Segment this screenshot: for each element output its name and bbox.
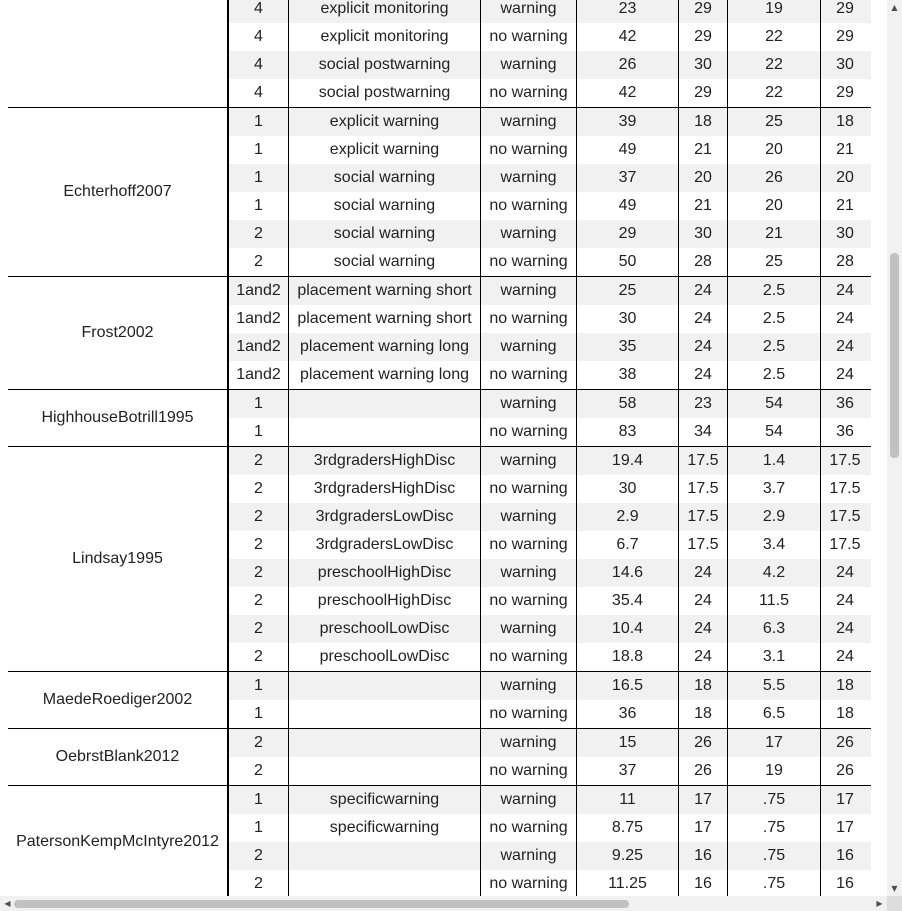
mean-cell: 36 xyxy=(576,700,678,728)
mean-cell: 6.7 xyxy=(576,531,678,559)
n-cell: 21 xyxy=(678,136,727,164)
n-cell: 30 xyxy=(678,220,727,248)
n2-cell: 24 xyxy=(820,615,869,643)
n2-cell: 24 xyxy=(820,333,869,361)
n2-cell: 26 xyxy=(820,757,869,785)
n-cell: 29 xyxy=(678,23,727,51)
n-cell: 16 xyxy=(678,870,727,896)
n2-cell: 17 xyxy=(820,786,869,814)
n2-cell: 24 xyxy=(820,587,869,615)
table-row xyxy=(229,672,871,700)
study-group xyxy=(8,786,871,896)
n-cell: 24 xyxy=(678,361,727,389)
warning-cell: no warning xyxy=(480,418,576,446)
n-cell: 18 xyxy=(678,108,727,136)
n-cell: 17 xyxy=(678,814,727,842)
sd-cell: .75 xyxy=(727,814,820,842)
table-row xyxy=(229,531,871,559)
sd-cell: 25 xyxy=(727,108,820,136)
n2-cell: 24 xyxy=(820,361,869,389)
study-name: Frost2002 xyxy=(8,277,227,389)
table-row xyxy=(229,361,871,389)
sd-cell: 19 xyxy=(727,757,820,785)
sd-cell: 54 xyxy=(727,418,820,446)
sd-cell: .75 xyxy=(727,870,820,896)
n-cell: 18 xyxy=(678,672,727,700)
warning-cell: no warning xyxy=(480,757,576,785)
n-cell: 23 xyxy=(678,390,727,418)
study-group xyxy=(8,672,871,729)
sd-cell: 6.3 xyxy=(727,615,820,643)
sd-cell: 22 xyxy=(727,23,820,51)
scroll-left-icon[interactable]: ◀ xyxy=(4,899,11,908)
warning-cell: no warning xyxy=(480,305,576,333)
n-cell: 18 xyxy=(678,700,727,728)
sd-cell: 3.4 xyxy=(727,531,820,559)
warning-cell: warning xyxy=(480,615,576,643)
scroll-up-icon[interactable]: ▲ xyxy=(891,3,898,12)
warning-cell: warning xyxy=(480,447,576,475)
condition-cell: 3rdgradersLowDisc xyxy=(288,503,480,531)
mean-cell: 16.5 xyxy=(576,672,678,700)
condition-cell: explicit monitoring xyxy=(288,23,480,51)
n2-cell: 18 xyxy=(820,700,869,728)
mean-cell: 37 xyxy=(576,757,678,785)
study-name: Lindsay1995 xyxy=(8,447,227,671)
n2-cell: 17 xyxy=(820,814,869,842)
mean-cell: 49 xyxy=(576,136,678,164)
n2-cell: 24 xyxy=(820,277,869,305)
n2-cell: 21 xyxy=(820,192,869,220)
experiment-cell: 1 xyxy=(254,705,263,722)
sd-cell: 3.7 xyxy=(727,475,820,503)
condition-cell xyxy=(288,729,480,757)
experiment-cell: 1and2 xyxy=(236,338,281,355)
n2-cell: 24 xyxy=(820,643,869,671)
sd-cell: 26 xyxy=(727,164,820,192)
experiment-cell: 2 xyxy=(254,734,263,751)
condition-cell: explicit monitoring xyxy=(288,0,480,23)
sd-cell: 22 xyxy=(727,51,820,79)
vertical-scrollbar[interactable] xyxy=(887,0,902,896)
sd-cell: 17 xyxy=(727,729,820,757)
n-cell: 17.5 xyxy=(678,447,727,475)
experiment-cell: 2 xyxy=(254,648,263,665)
warning-cell: no warning xyxy=(480,79,576,107)
warning-cell: warning xyxy=(480,786,576,814)
n-cell: 24 xyxy=(678,277,727,305)
experiment-cell: 2 xyxy=(254,225,263,242)
warning-cell: warning xyxy=(480,390,576,418)
condition-cell: placement warning long xyxy=(288,333,480,361)
n2-cell: 26 xyxy=(820,729,869,757)
n2-cell: 17.5 xyxy=(820,447,869,475)
mean-cell: 83 xyxy=(576,418,678,446)
sd-cell: 4.2 xyxy=(727,559,820,587)
table-row xyxy=(229,447,871,475)
experiment-cell: 1and2 xyxy=(236,366,281,383)
condition-cell xyxy=(288,418,480,446)
study-name: MaedeRoediger2002 xyxy=(8,672,227,728)
table-row xyxy=(229,643,871,671)
mean-cell: 38 xyxy=(576,361,678,389)
table-row xyxy=(229,503,871,531)
condition-cell xyxy=(288,700,480,728)
experiment-cell: 2 xyxy=(254,480,263,497)
table-row xyxy=(229,842,871,870)
table-row xyxy=(229,136,871,164)
experiment-cell: 1 xyxy=(254,423,263,440)
n-cell: 21 xyxy=(678,192,727,220)
mean-cell: 37 xyxy=(576,164,678,192)
study-rows xyxy=(227,390,871,446)
n2-cell: 18 xyxy=(820,672,869,700)
scroll-down-icon[interactable]: ▼ xyxy=(891,884,898,893)
warning-cell: warning xyxy=(480,729,576,757)
warning-cell: no warning xyxy=(480,361,576,389)
n2-cell: 29 xyxy=(820,23,869,51)
study-name: Echterhoff2007 xyxy=(8,108,227,276)
mean-cell: 8.75 xyxy=(576,814,678,842)
table-row xyxy=(229,51,871,79)
study-rows xyxy=(227,729,871,785)
condition-cell: explicit warning xyxy=(288,136,480,164)
experiment-cell: 1 xyxy=(254,141,263,158)
mean-cell: 30 xyxy=(576,305,678,333)
n-cell: 26 xyxy=(678,757,727,785)
table-row xyxy=(229,390,871,418)
n-cell: 17 xyxy=(678,786,727,814)
n2-cell: 28 xyxy=(820,248,869,276)
study-rows xyxy=(227,672,871,728)
mean-cell: 10.4 xyxy=(576,615,678,643)
warning-cell: no warning xyxy=(480,531,576,559)
warning-cell: no warning xyxy=(480,700,576,728)
study-rows xyxy=(227,277,871,389)
n-cell: 17.5 xyxy=(678,531,727,559)
table-row xyxy=(229,587,871,615)
warning-cell: no warning xyxy=(480,192,576,220)
n2-cell: 18 xyxy=(820,108,869,136)
table-row xyxy=(229,108,871,136)
experiment-cell: 2 xyxy=(254,508,263,525)
n-cell: 24 xyxy=(678,305,727,333)
n2-cell: 29 xyxy=(820,79,869,107)
condition-cell: placement warning short xyxy=(288,305,480,333)
warning-cell: warning xyxy=(480,51,576,79)
n2-cell: 17.5 xyxy=(820,475,869,503)
warning-cell: no warning xyxy=(480,136,576,164)
sd-cell: 1.4 xyxy=(727,447,820,475)
experiment-cell: 1 xyxy=(254,113,263,130)
sd-cell: 25 xyxy=(727,248,820,276)
experiment-cell: 2 xyxy=(254,536,263,553)
n2-cell: 16 xyxy=(820,842,869,870)
sd-cell: 6.5 xyxy=(727,700,820,728)
experiment-cell: 1 xyxy=(254,169,263,186)
condition-cell: specificwarning xyxy=(288,786,480,814)
warning-cell: warning xyxy=(480,220,576,248)
mean-cell: 49 xyxy=(576,192,678,220)
condition-cell: 3rdgradersHighDisc xyxy=(288,475,480,503)
n-cell: 30 xyxy=(678,51,727,79)
study-name: OebrstBlank2012 xyxy=(8,729,227,785)
sd-cell: 3.1 xyxy=(727,643,820,671)
warning-cell: warning xyxy=(480,333,576,361)
n-cell: 28 xyxy=(678,248,727,276)
n-cell: 24 xyxy=(678,587,727,615)
warning-cell: no warning xyxy=(480,643,576,671)
table-row xyxy=(229,786,871,814)
warning-cell: warning xyxy=(480,672,576,700)
warning-cell: warning xyxy=(480,277,576,305)
experiment-cell: 4 xyxy=(254,28,263,45)
n2-cell: 30 xyxy=(820,220,869,248)
table-row xyxy=(229,870,871,896)
experiment-cell: 2 xyxy=(254,620,263,637)
study-group xyxy=(8,729,871,786)
condition-cell: social warning xyxy=(288,220,480,248)
table-row xyxy=(229,729,871,757)
mean-cell: 25 xyxy=(576,277,678,305)
n2-cell: 24 xyxy=(820,559,869,587)
n2-cell: 24 xyxy=(820,305,869,333)
sd-cell: 21 xyxy=(727,220,820,248)
table-row xyxy=(229,0,871,23)
experiment-cell: 2 xyxy=(254,592,263,609)
study-rows xyxy=(227,0,871,107)
mean-cell: 30 xyxy=(576,475,678,503)
n-cell: 26 xyxy=(678,729,727,757)
sd-cell: 2.5 xyxy=(727,361,820,389)
study-group xyxy=(8,108,871,277)
sd-cell: 19 xyxy=(727,0,820,23)
condition-cell xyxy=(288,390,480,418)
sd-cell: 22 xyxy=(727,79,820,107)
experiment-cell: 1 xyxy=(254,197,263,214)
condition-cell: specificwarning xyxy=(288,814,480,842)
condition-cell: social postwarning xyxy=(288,51,480,79)
mean-cell: 14.6 xyxy=(576,559,678,587)
sd-cell: 20 xyxy=(727,192,820,220)
condition-cell: preschoolHighDisc xyxy=(288,587,480,615)
n-cell: 29 xyxy=(678,79,727,107)
table-row xyxy=(229,333,871,361)
n2-cell: 17.5 xyxy=(820,531,869,559)
n2-cell: 21 xyxy=(820,136,869,164)
table-row xyxy=(229,418,871,446)
n-cell: 24 xyxy=(678,333,727,361)
condition-cell: 3rdgradersLowDisc xyxy=(288,531,480,559)
condition-cell: preschoolLowDisc xyxy=(288,615,480,643)
table-row xyxy=(229,192,871,220)
warning-cell: warning xyxy=(480,0,576,23)
table-row xyxy=(229,164,871,192)
warning-cell: no warning xyxy=(480,23,576,51)
mean-cell: 39 xyxy=(576,108,678,136)
n-cell: 24 xyxy=(678,643,727,671)
study-group xyxy=(8,277,871,390)
mean-cell: 26 xyxy=(576,51,678,79)
study-group xyxy=(8,0,871,108)
table-row xyxy=(229,559,871,587)
n2-cell: 30 xyxy=(820,51,869,79)
mean-cell: 11.25 xyxy=(576,870,678,896)
mean-cell: 35.4 xyxy=(576,587,678,615)
study-rows xyxy=(227,108,871,276)
n-cell: 34 xyxy=(678,418,727,446)
experiment-cell: 1and2 xyxy=(236,310,281,327)
mean-cell: 2.9 xyxy=(576,503,678,531)
table-row xyxy=(229,757,871,785)
n2-cell: 16 xyxy=(820,870,869,896)
experiment-cell: 1 xyxy=(254,791,263,808)
experiment-cell: 2 xyxy=(254,762,263,779)
warning-cell: no warning xyxy=(480,814,576,842)
condition-cell: social warning xyxy=(288,248,480,276)
n2-cell: 36 xyxy=(820,418,869,446)
experiment-cell: 4 xyxy=(254,0,263,17)
warning-cell: warning xyxy=(480,108,576,136)
condition-cell: 3rdgradersHighDisc xyxy=(288,447,480,475)
condition-cell: placement warning short xyxy=(288,277,480,305)
mean-cell: 58 xyxy=(576,390,678,418)
n2-cell: 29 xyxy=(820,0,869,23)
n2-cell: 17.5 xyxy=(820,503,869,531)
n-cell: 29 xyxy=(678,0,727,23)
study-name xyxy=(8,0,227,107)
table-row xyxy=(229,23,871,51)
condition-cell: explicit warning xyxy=(288,108,480,136)
mean-cell: 9.25 xyxy=(576,842,678,870)
study-group xyxy=(8,447,871,672)
sd-cell: 5.5 xyxy=(727,672,820,700)
sd-cell: 20 xyxy=(727,136,820,164)
study-name: PatersonKempMcIntyre2012 xyxy=(8,786,227,896)
mean-cell: 50 xyxy=(576,248,678,276)
table-row xyxy=(229,700,871,728)
mean-cell: 23 xyxy=(576,0,678,23)
mean-cell: 35 xyxy=(576,333,678,361)
warning-cell: no warning xyxy=(480,870,576,896)
experiment-cell: 1 xyxy=(254,677,263,694)
mean-cell: 29 xyxy=(576,220,678,248)
n-cell: 17.5 xyxy=(678,475,727,503)
warning-cell: no warning xyxy=(480,475,576,503)
table-row xyxy=(229,79,871,107)
table-row xyxy=(229,615,871,643)
mean-cell: 15 xyxy=(576,729,678,757)
sd-cell: 2.5 xyxy=(727,305,820,333)
condition-cell xyxy=(288,842,480,870)
sd-cell: 2.5 xyxy=(727,277,820,305)
experiment-cell: 2 xyxy=(254,875,263,892)
n-cell: 20 xyxy=(678,164,727,192)
n-cell: 24 xyxy=(678,615,727,643)
experiment-cell: 2 xyxy=(254,253,263,270)
condition-cell: social postwarning xyxy=(288,79,480,107)
condition-cell: preschoolHighDisc xyxy=(288,559,480,587)
experiment-cell: 2 xyxy=(254,452,263,469)
experiment-cell: 4 xyxy=(254,56,263,73)
experiment-cell: 2 xyxy=(254,847,263,864)
table-row xyxy=(229,277,871,305)
condition-cell: social warning xyxy=(288,164,480,192)
sd-cell: 2.9 xyxy=(727,503,820,531)
experiment-cell: 1 xyxy=(254,395,263,412)
condition-cell xyxy=(288,757,480,785)
sd-cell: 54 xyxy=(727,390,820,418)
mean-cell: 11 xyxy=(576,786,678,814)
condition-cell: social warning xyxy=(288,192,480,220)
study-group xyxy=(8,390,871,447)
table-row xyxy=(229,475,871,503)
warning-cell: warning xyxy=(480,503,576,531)
warning-cell: no warning xyxy=(480,248,576,276)
mean-cell: 42 xyxy=(576,79,678,107)
warning-cell: warning xyxy=(480,842,576,870)
condition-cell: placement warning long xyxy=(288,361,480,389)
scroll-right-icon[interactable]: ▶ xyxy=(876,899,883,908)
n-cell: 16 xyxy=(678,842,727,870)
sd-cell: 2.5 xyxy=(727,333,820,361)
condition-cell xyxy=(288,870,480,896)
n-cell: 17.5 xyxy=(678,503,727,531)
table-row xyxy=(229,305,871,333)
mean-cell: 19.4 xyxy=(576,447,678,475)
study-rows xyxy=(227,786,871,896)
horizontal-scrollbar[interactable] xyxy=(0,896,887,911)
sd-cell: .75 xyxy=(727,786,820,814)
experiment-cell: 1 xyxy=(254,819,263,836)
n-cell: 24 xyxy=(678,559,727,587)
experiment-cell: 1and2 xyxy=(236,282,281,299)
n2-cell: 36 xyxy=(820,390,869,418)
sd-cell: 11.5 xyxy=(727,587,820,615)
table-row xyxy=(229,814,871,842)
horizontal-scroll-thumb[interactable] xyxy=(14,900,629,908)
n2-cell: 20 xyxy=(820,164,869,192)
warning-cell: warning xyxy=(480,164,576,192)
table-row xyxy=(229,220,871,248)
mean-cell: 18.8 xyxy=(576,643,678,671)
data-table xyxy=(8,0,871,896)
condition-cell: preschoolLowDisc xyxy=(288,643,480,671)
experiment-cell: 4 xyxy=(254,84,263,101)
table-row xyxy=(229,248,871,276)
vertical-scroll-thumb[interactable] xyxy=(890,253,899,458)
sd-cell: .75 xyxy=(727,842,820,870)
study-name: HighhouseBotrill1995 xyxy=(8,390,227,446)
warning-cell: warning xyxy=(480,559,576,587)
condition-cell xyxy=(288,672,480,700)
scrollbar-corner xyxy=(887,896,902,911)
study-rows xyxy=(227,447,871,671)
experiment-cell: 2 xyxy=(254,564,263,581)
warning-cell: no warning xyxy=(480,587,576,615)
mean-cell: 42 xyxy=(576,23,678,51)
